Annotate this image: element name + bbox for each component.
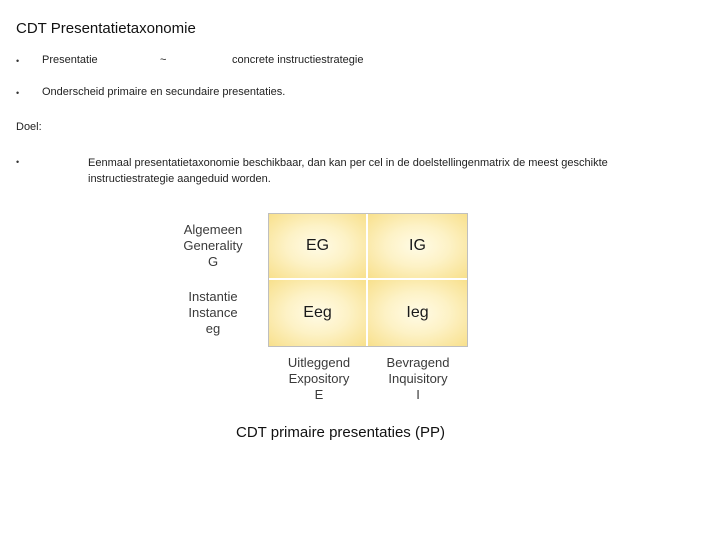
bullet-text: Onderscheid primaire en secundaire presentaties. <box>42 86 286 98</box>
column-label-line: Expository <box>288 371 350 386</box>
bullet-marker: • <box>16 157 20 167</box>
bullet-definition: concrete instructiestrategie <box>232 54 364 66</box>
row-label-instance <box>168 289 258 337</box>
bullet-term: Presentatie <box>42 54 98 66</box>
bullet-marker: • <box>16 56 20 66</box>
column-label-line: Inquisitory <box>388 371 448 386</box>
matrix-cell-ieg: Ieg <box>368 280 467 346</box>
matrix-cell-eg: EG <box>269 214 368 280</box>
column-label-line: Bevragend <box>386 355 450 370</box>
column-label-line: I <box>416 387 420 402</box>
row-label-line: Generality <box>183 238 243 253</box>
row-label-line: Instance <box>188 305 238 320</box>
column-label-line: Uitleggend <box>287 355 351 370</box>
row-label-generality <box>168 222 258 270</box>
page-title: CDT Presentatietaxonomie <box>16 20 196 37</box>
row-label-line: Algemeen <box>183 222 243 237</box>
row-label-line: Instantie <box>188 289 238 304</box>
goal-text: Eenmaal presentatietaxonomie beschikbaar, dan kan per cel in de doelstellingenmatrix de meest geschikte instructiestrategie aangeduid worden. <box>88 157 608 185</box>
matrix-cell-eeg: Eeg <box>269 280 368 346</box>
column-label-line: E <box>314 387 324 402</box>
row-label-line: eg <box>205 321 221 336</box>
matrix-cell-ig: IG <box>368 214 467 280</box>
row-label-line: G <box>207 254 219 269</box>
column-label-inquisitory <box>368 355 468 403</box>
presentation-matrix <box>268 213 468 347</box>
column-label-expository <box>269 355 369 403</box>
bullet-marker: • <box>16 88 20 98</box>
figure-caption: CDT primaire presentaties (PP) <box>236 424 445 441</box>
goal-label: Doel: <box>16 121 42 133</box>
approx-symbol: ~ <box>160 54 167 66</box>
